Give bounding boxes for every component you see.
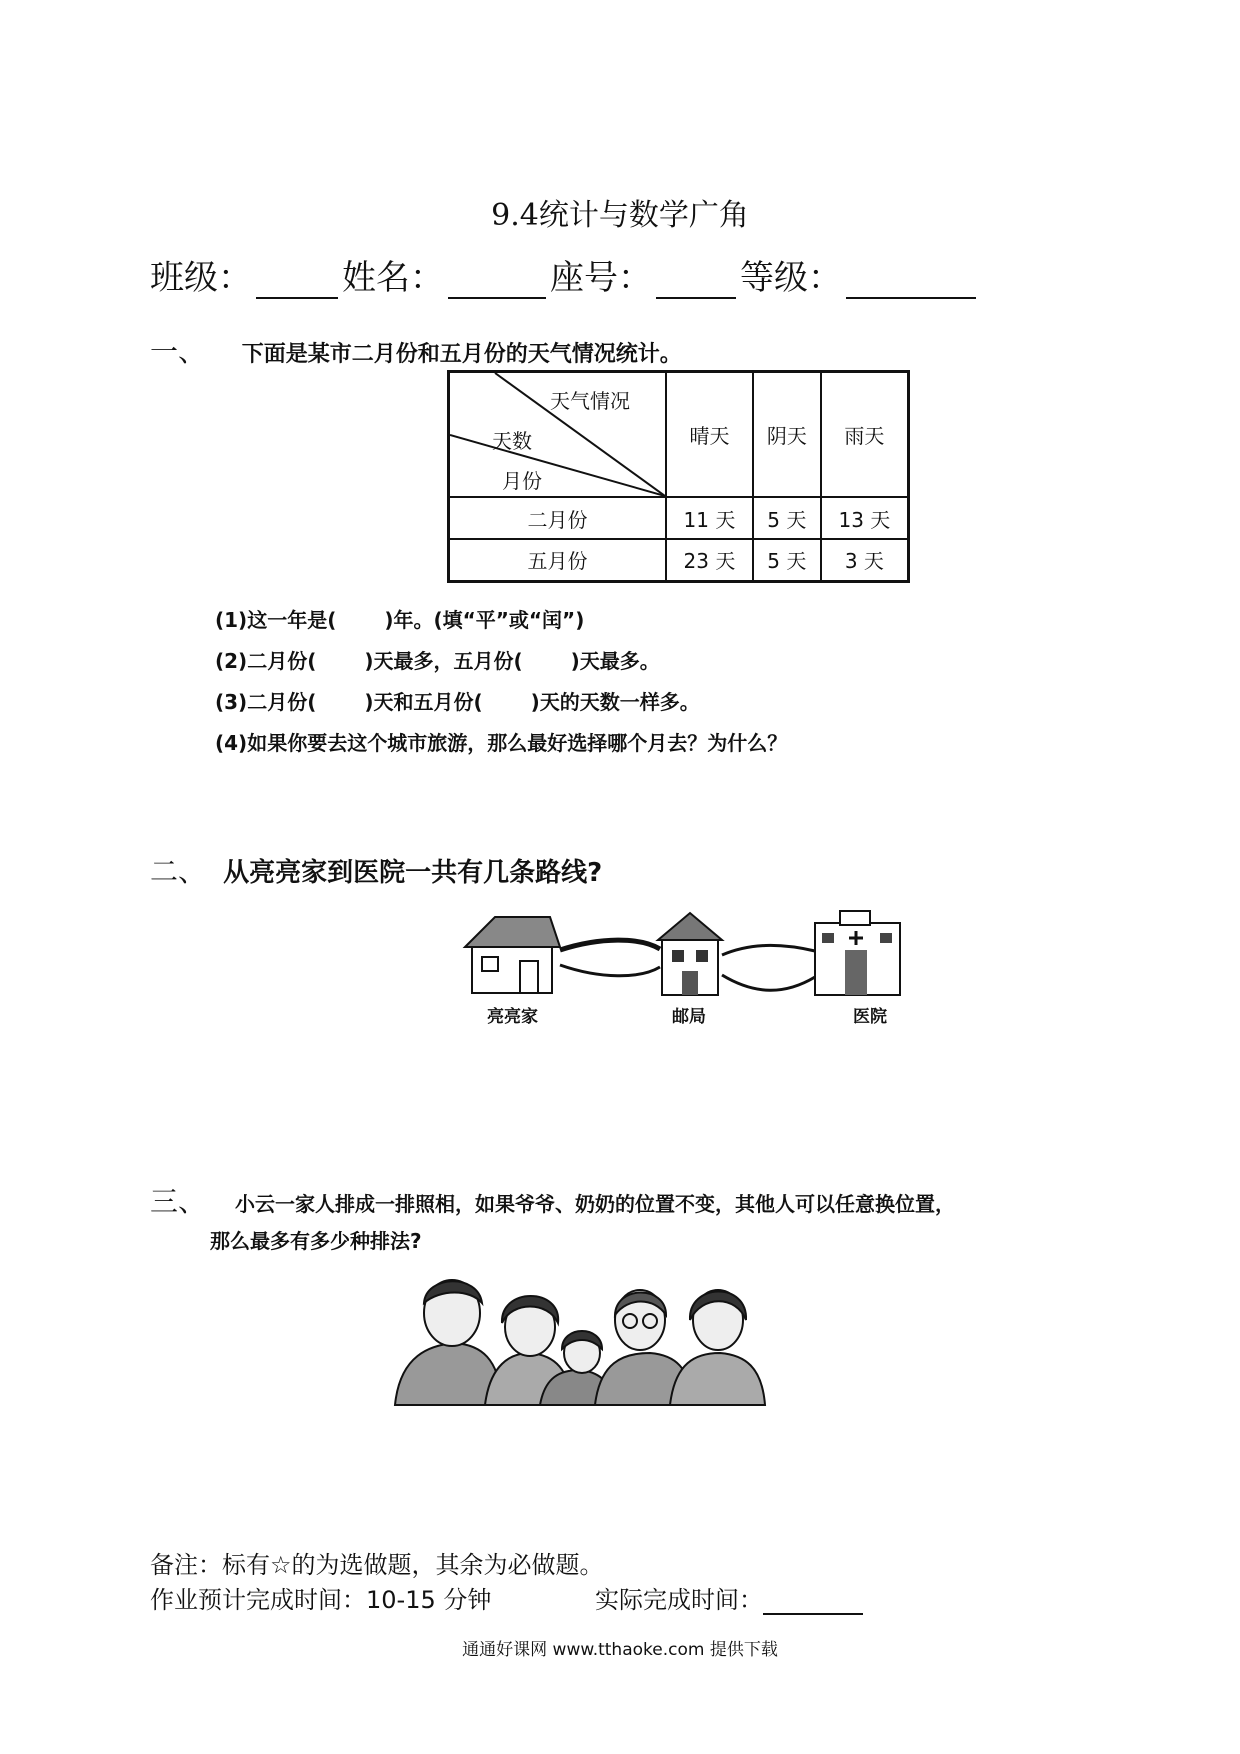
section1-text: 下面是某市二月份和五月份的天气情况统计。 (241, 342, 682, 367)
name-field[interactable] (448, 267, 546, 299)
section3-text-line2: 那么最多有多少种排法? (210, 1229, 422, 1253)
corner-month-label: 月份 (502, 469, 542, 493)
row-month: 二月份 (449, 497, 667, 539)
table-row (449, 497, 909, 539)
row-month: 五月份 (449, 539, 667, 581)
name-label: 姓名： (342, 258, 444, 298)
label-hospital: 医院 (853, 1007, 887, 1027)
actual-time-field[interactable] (763, 1587, 863, 1615)
header-cloudy: 阴天 (753, 372, 821, 498)
row-value: 13 天 (821, 497, 909, 539)
section3-heading (150, 1180, 955, 1220)
row-value: 5 天 (753, 539, 821, 581)
question-3: (3)二月份( )天和五月份( )天的天数一样多。 (215, 690, 700, 714)
family-photo-illustration (390, 1265, 780, 1410)
table-row (449, 539, 909, 581)
grade-field[interactable] (846, 267, 976, 299)
header-rainy: 雨天 (821, 372, 909, 498)
question-1: (1)这一年是( )年。(填“平”或“闰”) (215, 608, 585, 632)
section3-text: 小云一家人排成一排照相，如果爷爷、奶奶的位置不变，其他人可以任意换位置， (234, 1192, 955, 1216)
section2-number: 二、 (150, 855, 207, 888)
seat-field[interactable] (656, 267, 736, 299)
seat-label: 座号： (550, 258, 652, 298)
actual-time (595, 1580, 863, 1615)
row-value: 11 天 (666, 497, 753, 539)
corner-days-label: 天数 (492, 429, 532, 453)
row-value: 3 天 (821, 539, 909, 581)
row-value: 23 天 (666, 539, 753, 581)
table-corner-cell (449, 372, 667, 498)
page-title: 9.4统计与数学广角 (491, 198, 749, 233)
route-diagram (460, 905, 920, 1015)
section3-number: 三、 (150, 1185, 207, 1218)
section1-number: 一、 (150, 335, 207, 368)
house-icon (465, 917, 560, 993)
class-label: 班级： (150, 258, 252, 298)
question-4: (4)如果你要去这个城市旅游，那么最好选择哪个月去？为什么？ (215, 731, 788, 755)
question-2: (2)二月份( )天最多，五月份( )天最多。 (215, 649, 660, 673)
label-home: 亮亮家 (487, 1007, 538, 1027)
corner-weather-label: 天气情况 (550, 389, 630, 413)
grade-label: 等级： (740, 258, 842, 298)
weather-table (447, 370, 910, 583)
section2-heading (150, 850, 602, 890)
estimated-time: 作业预计完成时间：10-15 分钟 (150, 1586, 492, 1614)
section1-heading (150, 330, 682, 370)
actual-time-label: 实际完成时间： (595, 1586, 763, 1614)
footer-credit: 通通好课网 www.tthaoke.com 提供下载 (462, 1640, 778, 1660)
student-info-row (150, 250, 980, 299)
note-line: 备注：标有☆的为选做题，其余为必做题。 (150, 1551, 604, 1579)
post-office-icon (658, 913, 722, 995)
hospital-icon (815, 911, 900, 995)
label-post-office: 邮局 (672, 1007, 706, 1027)
header-sunny: 晴天 (666, 372, 753, 498)
class-field[interactable] (256, 267, 338, 299)
family-people (395, 1280, 765, 1405)
section2-text: 从亮亮家到医院一共有几条路线? (223, 858, 603, 888)
row-value: 5 天 (753, 497, 821, 539)
